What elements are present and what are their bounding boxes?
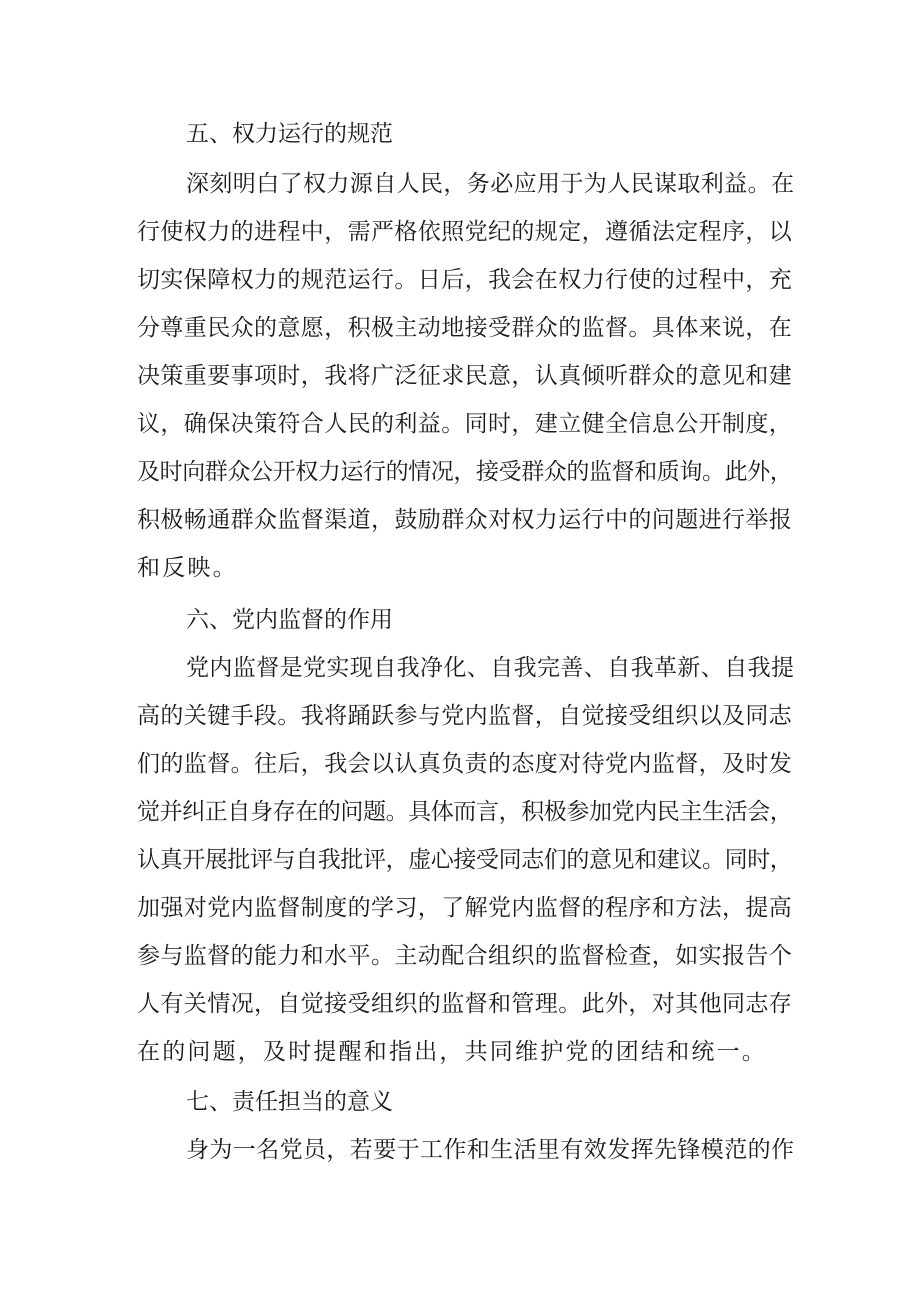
paragraph-line: 加强对党内监督制度的学习，了解党内监督的程序和方法，提高 [137,895,793,921]
paragraph-line: 及时向群众公开权力运行的情况，接受群众的监督和质询。此外， [137,459,793,485]
section-heading: 七、责任担当的意义 [186,1089,393,1115]
paragraph-line: 高的关键手段。我将踊跃参与党内监督，自觉接受组织以及同志 [137,703,793,729]
paragraph-line: 认真开展批评与自我批评，虚心接受同志们的意见和建议。同时， [137,847,793,873]
paragraph-line: 和反映。 [137,555,238,581]
paragraph-line: 在的问题，及时提醒和指出，共同维护党的团结和统一。 [137,1039,767,1065]
paragraph-line: 们的监督。往后，我会以认真负责的态度对待党内监督，及时发 [137,751,793,777]
section-heading: 六、党内监督的作用 [186,607,393,633]
paragraph-line: 分尊重民众的意愿，积极主动地接受群众的监督。具体来说，在 [137,315,793,341]
paragraph-line: 积极畅通群众监督渠道，鼓励群众对权力运行中的问题进行举报 [137,507,793,533]
paragraph-line: 党内监督是党实现自我净化、自我完善、自我革新、自我提 [186,655,795,681]
paragraph-line: 切实保障权力的规范运行。日后，我会在权力行使的过程中，充 [137,267,793,293]
paragraph-line: 身为一名党员，若要于工作和生活里有效发挥先锋模范的作 [186,1137,795,1163]
paragraph-line: 行使权力的进程中，需严格依照党纪的规定，遵循法定程序，以 [137,219,793,245]
paragraph-line: 决策重要事项时，我将广泛征求民意，认真倾听群众的意见和建 [137,363,793,389]
paragraph-line: 议，确保决策符合人民的利益。同时，建立健全信息公开制度， [137,411,793,437]
paragraph-line: 觉并纠正自身存在的问题。具体而言，积极参加党内民主生活会， [137,799,793,825]
paragraph-line: 人有关情况，自觉接受组织的监督和管理。此外，对其他同志存 [137,991,793,1017]
paragraph-line: 参与监督的能力和水平。主动配合组织的监督检查，如实报告个 [137,943,793,969]
paragraph-line: 深刻明白了权力源自人民，务必应用于为人民谋取利益。在 [186,171,795,197]
section-heading: 五、权力运行的规范 [186,121,393,147]
